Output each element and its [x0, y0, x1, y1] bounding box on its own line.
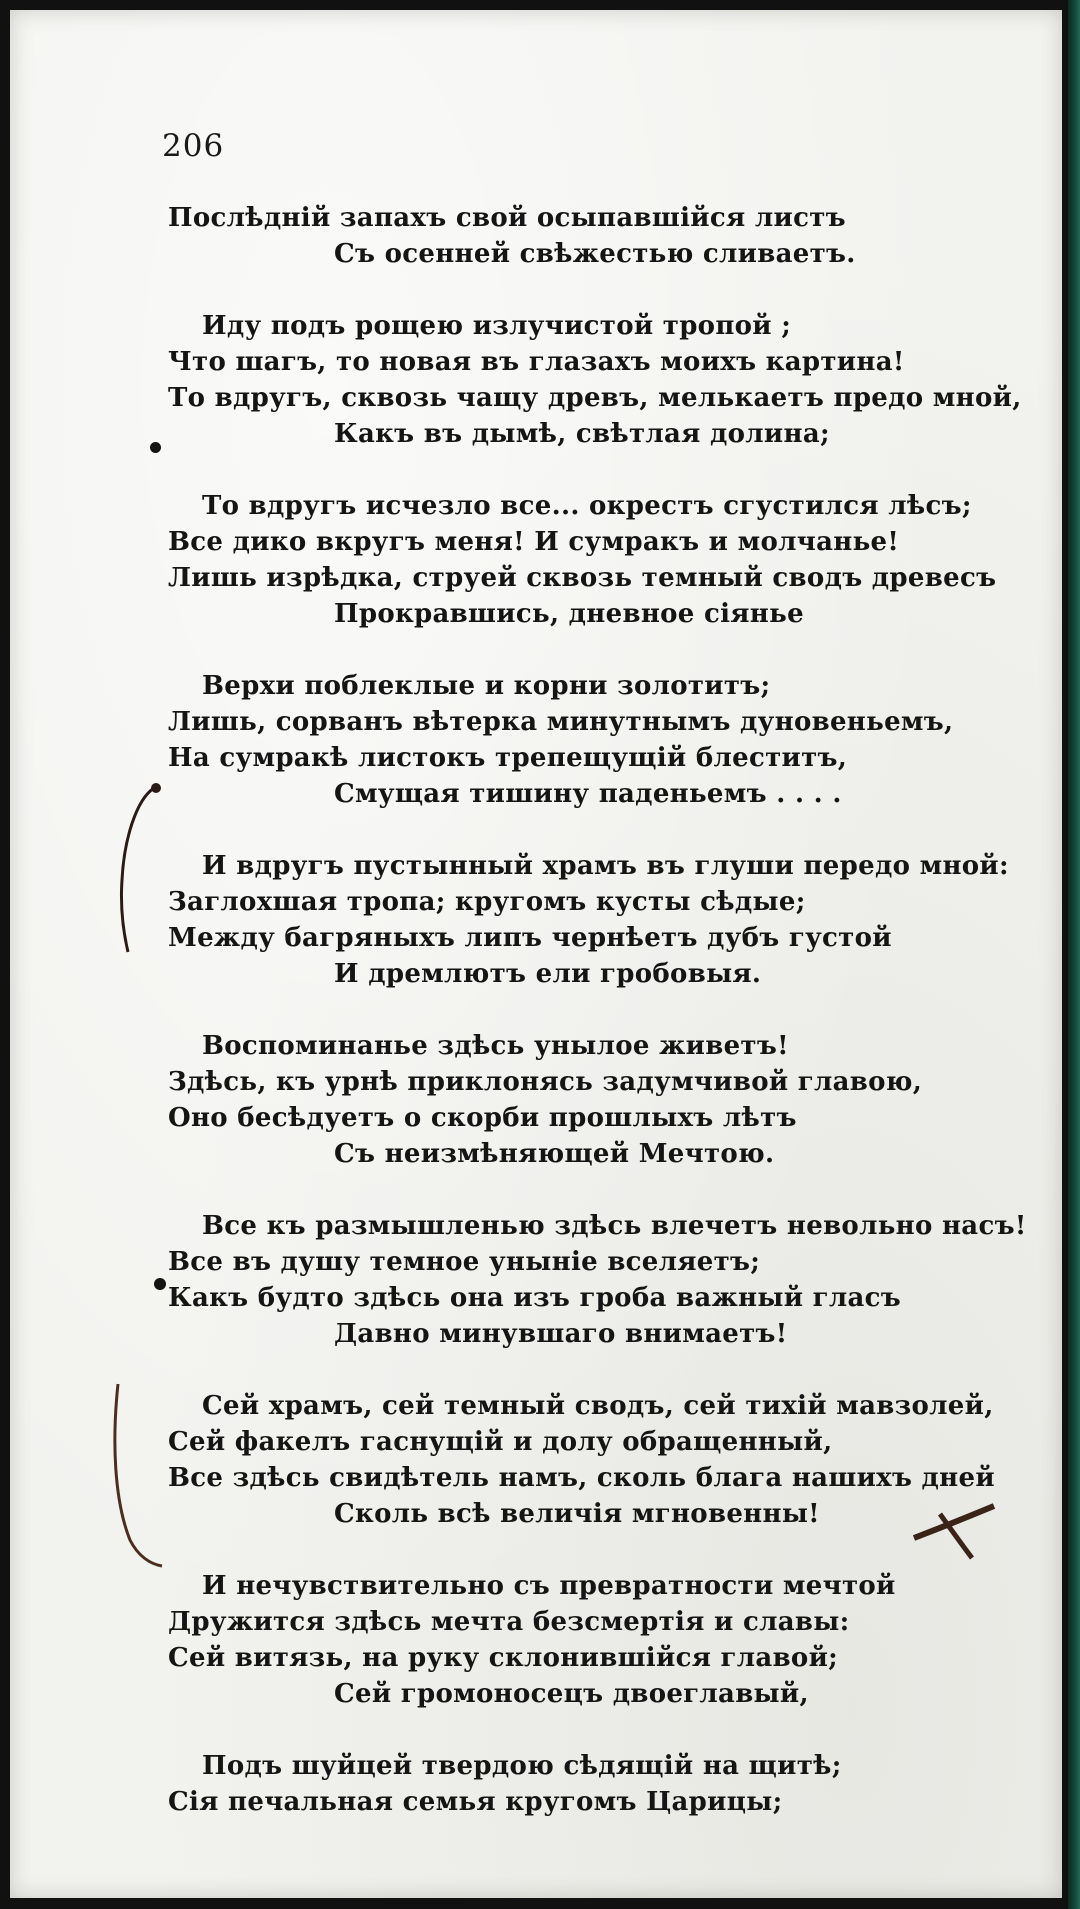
- poem-text: [168, 200, 1050, 1856]
- poem-line: И нечувствительно съ превратности мечтой: [202, 1571, 896, 1601]
- poem-line: Иду подъ рощею излучистой тропой ;: [202, 311, 792, 341]
- stanza: [168, 200, 1050, 272]
- poem-line: На сумракѣ листокъ трепещущій блеститъ,: [168, 743, 848, 773]
- poem-line: Съ осенней свѣжестью сливаетъ.: [334, 239, 856, 269]
- book-page: [10, 10, 1062, 1898]
- stanza: [168, 668, 1050, 812]
- poem-line: Какъ въ дымѣ, свѣтлая долина;: [334, 419, 830, 449]
- stanza: [168, 1748, 1050, 1820]
- book-edge: [1068, 0, 1080, 1909]
- poem-line: Что шагъ, то новая въ глазахъ моихъ картина!: [168, 347, 905, 377]
- page-number: 206: [162, 128, 225, 164]
- ink-blot: [154, 1278, 166, 1290]
- poem-line: Какъ будто здѣсь она изъ гроба важный гласъ: [168, 1283, 902, 1313]
- stanza: [168, 1568, 1050, 1712]
- poem-line: То вдругъ исчезло все... окрестъ сгустился лѣсъ;: [202, 491, 972, 521]
- poem-line: И вдругъ пустынный храмъ въ глуши передо мной:: [202, 851, 1009, 881]
- poem-line: Сколь всѣ величія мгновенны!: [334, 1499, 820, 1529]
- ink-stroke-mark: [106, 1380, 196, 1570]
- poem-line: Сей храмъ, сей темный сводъ, сей тихій мавзолей,: [202, 1391, 994, 1421]
- poem-line: Здѣсь, къ урнѣ приклонясь задумчивой главою,: [168, 1067, 923, 1097]
- poem-line: Верхи поблеклые и корни золотитъ;: [202, 671, 771, 701]
- poem-line: Лишь, сорванъ вѣтерка минутнымъ дуновеньемъ,: [168, 707, 954, 737]
- poem-line: Съ неизмѣняющей Мечтою.: [334, 1139, 775, 1169]
- stanza: [168, 1028, 1050, 1172]
- ink-blot: [150, 442, 161, 453]
- poem-line: Послѣдній запахъ свой осыпавшійся листъ: [168, 203, 846, 233]
- poem-line: Подъ шуйцей твердою сѣдящій на щитѣ;: [202, 1751, 842, 1781]
- poem-line: Заглохшая тропа; кругомъ кусты сѣдые;: [168, 887, 806, 917]
- ink-cross-mark: [910, 1498, 1000, 1568]
- poem-line: Смущая тишину паденьемъ . . . .: [334, 779, 842, 809]
- poem-line: Все здѣсь свидѣтель намъ, сколь блага нашихъ дней: [168, 1463, 995, 1493]
- poem-line: Сей громоносецъ двоеглавый,: [334, 1679, 809, 1709]
- poem-line: Сія печальная семья кругомъ Царицы;: [168, 1787, 783, 1817]
- poem-line: Сей факелъ гаснущій и долу обращенный,: [168, 1427, 833, 1457]
- ink-stroke-mark: [106, 780, 176, 960]
- stanza: [168, 488, 1050, 632]
- poem-line: Дружится здѣсь мечта безсмертія и славы:: [168, 1607, 850, 1637]
- poem-line: Давно минувшаго внимаетъ!: [334, 1319, 788, 1349]
- poem-line: Прокравшись, дневное сіянье: [334, 599, 804, 629]
- poem-line: То вдругъ, сквозь чащу древъ, мелькаетъ предо мной,: [168, 383, 1022, 413]
- stanza: [168, 1208, 1050, 1352]
- poem-line: Воспоминанье здѣсь унылое живетъ!: [202, 1031, 789, 1061]
- poem-line: Лишь изрѣдка, струей сквозь темный сводъ древесъ: [168, 563, 997, 593]
- poem-line: Все дико вкругъ меня! И сумракъ и молчанье!: [168, 527, 900, 557]
- poem-line: Сей витязь, на руку склонившійся главой;: [168, 1643, 839, 1673]
- poem-line: И дремлютъ ели гробовыя.: [334, 959, 762, 989]
- stanza: [168, 848, 1050, 992]
- poem-line: Оно бесѣдуетъ о скорби прошлыхъ лѣтъ: [168, 1103, 797, 1133]
- poem-line: Все въ душу темное уныніе вселяетъ;: [168, 1247, 761, 1277]
- poem-line: Между багряныхъ липъ чернѣетъ дубъ густой: [168, 923, 892, 953]
- stanza: [168, 308, 1050, 452]
- poem-line: Все къ размышленью здѣсь влечетъ невольно насъ!: [202, 1211, 1027, 1241]
